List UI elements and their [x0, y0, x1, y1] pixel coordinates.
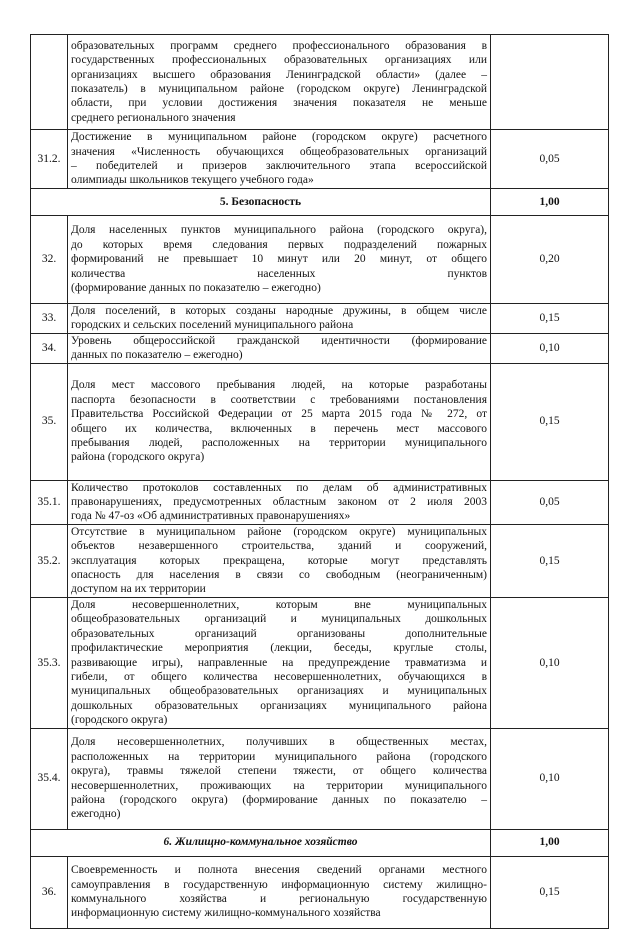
description-line: профилактические мероприятия (лекции, беседы, круглые столы, — [71, 642, 487, 655]
indicator-row — [31, 524, 609, 597]
description-line: Уровень общероссийской гражданской идентичности (формирование — [71, 334, 487, 347]
description-line: пребывания людей, расположенных на территории муниципального — [71, 437, 487, 450]
indicator-number: 35.4. — [31, 728, 68, 829]
indicator-row — [31, 35, 609, 130]
indicator-description — [68, 480, 491, 524]
indicator-number: 35.3. — [31, 597, 68, 728]
indicator-description — [68, 728, 491, 829]
description-line: гибели, от общего количества несовершеннолетних, обучающихся в — [71, 670, 487, 683]
description-line: расположенных на территории муниципального района (городского — [71, 750, 487, 763]
description-line: года № 47-оз «Об административных правонарушениях» — [71, 510, 351, 523]
section-weight: 1,00 — [491, 829, 609, 856]
description-line: Доля мест массового пребывания людей, на которые разработаны — [71, 379, 487, 392]
description-line: развивающие игры), направленные на предупреждение травматизма и — [71, 656, 487, 669]
description-line: Доля населенных пунктов муниципального района (городского округа), — [71, 224, 487, 237]
description-line: муниципальных общеобразовательных организациях и муниципальных — [71, 685, 487, 698]
indicator-row — [31, 304, 609, 334]
description-line: значения «Численность обучающихся общеобразовательных организаций — [71, 145, 487, 158]
section-header-row — [31, 829, 609, 856]
description-line: района (городского округа) (формирование данных по показателю – — [71, 793, 487, 806]
description-line: опасность для населения в связи со свободным (неограниченным) — [71, 569, 487, 582]
description-line: данных по показателю – ежегодно) — [71, 349, 243, 362]
description-line: самоуправления в государственную информационную систему жилищно- — [71, 878, 487, 891]
indicators-table-body — [31, 35, 609, 929]
description-line: общеобразовательных организаций и муниципальных дошкольных — [71, 613, 487, 626]
description-line: паспорта безопасности в соответствии с требованиями постановления — [71, 393, 487, 406]
section-weight: 1,00 — [491, 189, 609, 216]
indicator-number — [31, 35, 68, 130]
description-line: Доля несовершеннолетних, получивших в общественных местах, — [71, 736, 487, 749]
indicator-description — [68, 363, 491, 480]
indicator-description — [68, 856, 491, 928]
indicator-number: 32. — [31, 216, 68, 304]
description-line: Достижение в муниципальном районе (городском округе) расчетного — [71, 131, 487, 144]
description-line: области, при условии достижения значения показателя не меньше — [71, 97, 487, 110]
indicator-weight: 0,15 — [491, 856, 609, 928]
indicator-description — [68, 35, 491, 130]
indicator-number: 31.2. — [31, 130, 68, 189]
indicator-row — [31, 216, 609, 304]
indicator-number: 35.2. — [31, 524, 68, 597]
indicator-row — [31, 333, 609, 363]
indicator-row — [31, 363, 609, 480]
indicator-weight: 0,15 — [491, 524, 609, 597]
indicator-number: 35. — [31, 363, 68, 480]
indicator-number: 36. — [31, 856, 68, 928]
description-line: правонарушениях, предусмотренных областным законом от 2 июля 2003 — [71, 496, 487, 509]
indicator-weight: 0,10 — [491, 597, 609, 728]
indicator-weight: 0,05 — [491, 480, 609, 524]
description-line: образовательных организаций организованы дополнительные — [71, 627, 487, 640]
indicator-row — [31, 856, 609, 928]
indicator-description — [68, 304, 491, 334]
indicator-weight: 0,05 — [491, 130, 609, 189]
section-header-row — [31, 189, 609, 216]
description-line: района (городского округа) — [71, 451, 205, 464]
indicator-row — [31, 728, 609, 829]
description-line: информационную систему жилищно-коммунального хозяйства — [71, 907, 381, 920]
indicator-description — [68, 130, 491, 189]
indicator-weight: 0,15 — [491, 363, 609, 480]
indicator-weight — [491, 35, 609, 130]
description-line: Количество протоколов составленных по делам об административных — [71, 481, 487, 494]
description-line: среднего регионального значения — [71, 111, 236, 124]
document-page — [30, 34, 609, 929]
indicators-table — [30, 34, 609, 929]
description-line: до которых время следования первых подразделений пожарных — [71, 238, 487, 251]
description-line: Отсутствие в муниципальном районе (городском округе) муниципальных — [71, 525, 487, 538]
indicator-weight: 0,15 — [491, 304, 609, 334]
description-line: количества населенных пунктов — [71, 267, 487, 280]
description-line: несовершеннолетних, проживающих на территории муниципального — [71, 779, 487, 792]
description-line: эксплуатация которых прекращена, которые могут представлять — [71, 554, 487, 567]
indicator-row — [31, 597, 609, 728]
indicator-weight: 0,10 — [491, 333, 609, 363]
description-line: олимпиады школьников текущего учебного года» — [71, 174, 314, 187]
section-title: 5. Безопасность — [31, 189, 491, 216]
description-line: (формирование данных по показателю – ежегодно) — [71, 282, 321, 295]
description-line: – победителей и призеров заключительного этапа всероссийской — [71, 160, 487, 172]
description-line: доступом на их территории — [71, 583, 206, 596]
description-line: формирований не превышает 10 минут или 20 минут, от общего — [71, 253, 487, 266]
description-line: дошкольных образовательных организациях муниципального района — [71, 699, 487, 712]
indicator-description — [68, 216, 491, 304]
indicator-description — [68, 597, 491, 728]
description-line: округа), травмы тяжелой степени тяжести, от общего количества — [71, 765, 487, 778]
description-line: Своевременность и полнота внесения сведений органами местного — [71, 864, 487, 877]
indicator-number: 35.1. — [31, 480, 68, 524]
description-line: ежегодно) — [71, 808, 121, 821]
indicator-number: 33. — [31, 304, 68, 334]
description-line: коммунального хозяйства и региональную государственную — [71, 893, 487, 906]
indicator-weight: 0,20 — [491, 216, 609, 304]
section-title: 6. Жилищно-коммунальное хозяйство — [31, 829, 491, 856]
description-line: Правительства Российской Федерации от 25 марта 2015 года № 272, от — [71, 408, 487, 421]
description-line: Доля поселений, в которых созданы народные дружины, в общем числе — [71, 305, 487, 317]
indicator-description — [68, 333, 491, 363]
description-line: объектов незавершенного строительства, зданий и сооружений, — [71, 540, 487, 553]
description-line: показатель) в муниципальном районе (городском округе) Ленинградской — [71, 83, 487, 95]
description-line: организациях высшего образования Ленинградской области» (далее – — [71, 68, 487, 81]
description-line: образовательных программ среднего профессионального образования в — [71, 39, 487, 52]
indicator-row — [31, 480, 609, 524]
description-line: государственных профессиональных образовательных организациях или — [71, 54, 487, 67]
description-line: городских и сельских поселений муниципального района — [71, 319, 354, 332]
description-line: Доля несовершеннолетних, которым вне муниципальных — [71, 598, 487, 611]
description-line: общего их количества, включенных в перечень мест массового — [71, 422, 487, 435]
indicator-row — [31, 130, 609, 189]
indicator-number: 34. — [31, 333, 68, 363]
indicator-weight: 0,10 — [491, 728, 609, 829]
indicator-description — [68, 524, 491, 597]
description-line: (городского округа) — [71, 714, 168, 727]
